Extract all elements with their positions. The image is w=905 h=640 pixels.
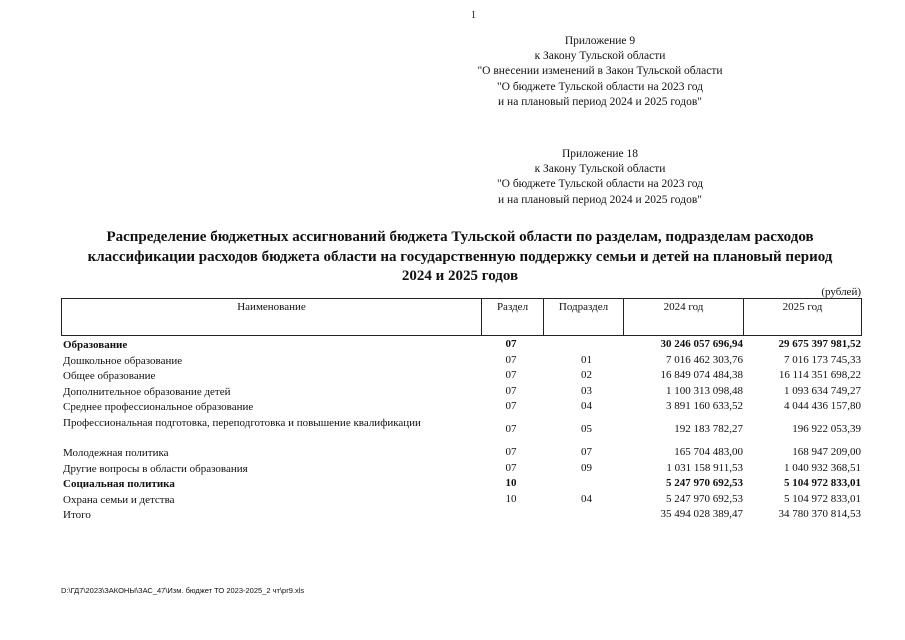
cell-2024: 5 247 970 692,53 <box>666 477 743 490</box>
cell-2024: 35 494 028 389,47 <box>660 508 743 521</box>
cell-razdel: 07 <box>505 445 517 458</box>
table-row <box>61 337 861 353</box>
cell-podrazdel: 07 <box>581 445 592 458</box>
annex-line: Приложение 18 <box>561 148 639 160</box>
cell-name: Общее образование <box>63 370 156 383</box>
cell-2024: 16 849 074 484,38 <box>660 369 743 382</box>
currency-unit-label: (рублей) <box>821 286 861 298</box>
cell-podrazdel: 09 <box>581 461 592 474</box>
column-header-name: Наименование <box>62 299 482 336</box>
cell-2024: 30 246 057 696,94 <box>660 338 743 350</box>
table-body <box>61 337 861 523</box>
cell-2024: 165 704 483,00 <box>674 445 743 458</box>
cell-podrazdel: 04 <box>581 492 592 505</box>
cell-name: Дошкольное образование <box>63 354 183 367</box>
cell-2024: 3 891 160 633,52 <box>666 400 743 413</box>
page-number-mark: 1 <box>471 10 476 21</box>
annex-line: "О бюджете Тульской области на 2023 год <box>496 178 704 191</box>
cell-2025: 168 947 209,00 <box>792 445 861 458</box>
cell-name: Среднее профессиональное образование <box>63 401 254 414</box>
cell-name: Социальная политика <box>63 478 175 491</box>
column-header-podrazdel: Подраздел <box>544 299 624 336</box>
annex-line: и на плановый период 2024 и 2025 годов" <box>498 95 702 108</box>
annex-line: "О бюджете Тульской области на 2023 год <box>496 80 704 93</box>
cell-razdel: 07 <box>505 461 517 474</box>
table-row <box>61 353 861 369</box>
table-header <box>61 298 862 336</box>
table-row <box>61 492 861 508</box>
annex-line: Приложение 9 <box>564 35 636 47</box>
cell-2025: 5 104 972 833,01 <box>784 492 861 505</box>
cell-razdel: 07 <box>505 353 517 366</box>
annex-line: "О внесении изменений в Закон Тульской области <box>477 65 723 78</box>
cell-2025: 1 040 932 368,51 <box>784 461 861 474</box>
table-row <box>61 384 861 400</box>
annex-18-header <box>470 147 730 208</box>
table-row <box>61 368 861 384</box>
title-line: 2024 и 2025 годов <box>401 268 519 284</box>
cell-razdel: 07 <box>505 369 517 382</box>
cell-razdel: 10 <box>505 477 517 490</box>
cell-podrazdel: 01 <box>581 353 592 366</box>
title-line: Распределение бюджетных ассигнований бюджета Тульской области по разделам, подразделам расходов <box>106 229 814 245</box>
table-row <box>61 445 861 461</box>
cell-name: Другие вопросы в области образования <box>63 462 248 475</box>
cell-2024: 1 031 158 911,53 <box>666 461 743 474</box>
table-row <box>61 507 861 523</box>
document-title <box>70 228 850 287</box>
cell-razdel: 07 <box>505 338 517 350</box>
table-row <box>61 415 861 445</box>
cell-2024: 5 247 970 692,53 <box>666 492 743 505</box>
cell-name: Дополнительное образование детей <box>63 385 231 398</box>
cell-razdel: 07 <box>505 400 517 413</box>
cell-2025: 16 114 351 698,22 <box>778 369 861 382</box>
annex-line: к Закону Тульской области <box>534 163 666 176</box>
cell-2025: 196 922 053,39 <box>792 422 861 435</box>
cell-name: Профессиональная подготовка, переподготовка и повышение квалификации <box>63 416 421 429</box>
cell-razdel: 07 <box>505 384 517 397</box>
annex-line: и на плановый период 2024 и 2025 годов" <box>498 193 702 206</box>
cell-name: Итого <box>63 509 91 522</box>
title-line: классификации расходов бюджета области на государственную поддержку семьи и детей на плановый период <box>87 248 833 265</box>
table-row <box>61 399 861 415</box>
cell-razdel: 10 <box>505 492 517 505</box>
cell-podrazdel: 05 <box>581 422 592 435</box>
cell-name: Образование <box>63 339 128 351</box>
cell-name: Охрана семьи и детства <box>63 493 175 506</box>
cell-razdel: 07 <box>505 422 517 435</box>
annex-9-header <box>470 34 730 110</box>
column-header-2025: 2025 год <box>744 299 862 336</box>
cell-2025: 4 044 436 157,80 <box>784 400 861 413</box>
cell-2025: 29 675 397 981,52 <box>778 338 861 350</box>
cell-2025: 34 780 370 814,53 <box>778 508 861 521</box>
cell-name: Молодежная политика <box>63 446 169 459</box>
cell-2024: 192 183 782,27 <box>674 422 743 435</box>
cell-podrazdel: 04 <box>581 400 592 413</box>
cell-podrazdel: 02 <box>581 369 592 382</box>
column-header-razdel: Раздел <box>482 299 544 336</box>
annex-line: к Закону Тульской области <box>534 50 666 63</box>
column-header-2024: 2024 год <box>624 299 744 336</box>
cell-2025: 7 016 173 745,33 <box>784 353 861 366</box>
cell-2024: 7 016 462 303,76 <box>666 353 743 366</box>
table-row <box>61 461 861 477</box>
table-row <box>61 476 861 492</box>
cell-2025: 1 093 634 749,27 <box>784 384 861 397</box>
cell-2025: 5 104 972 833,01 <box>784 477 861 490</box>
file-path-footer: D:\ГД7\2023\ЗАКОНЫ\ЗАС_47\Изм. бюджет ТО 2023-2025_2 чт\pr9.xls <box>61 586 305 595</box>
cell-2024: 1 100 313 098,48 <box>666 384 743 397</box>
cell-podrazdel: 03 <box>581 384 592 397</box>
